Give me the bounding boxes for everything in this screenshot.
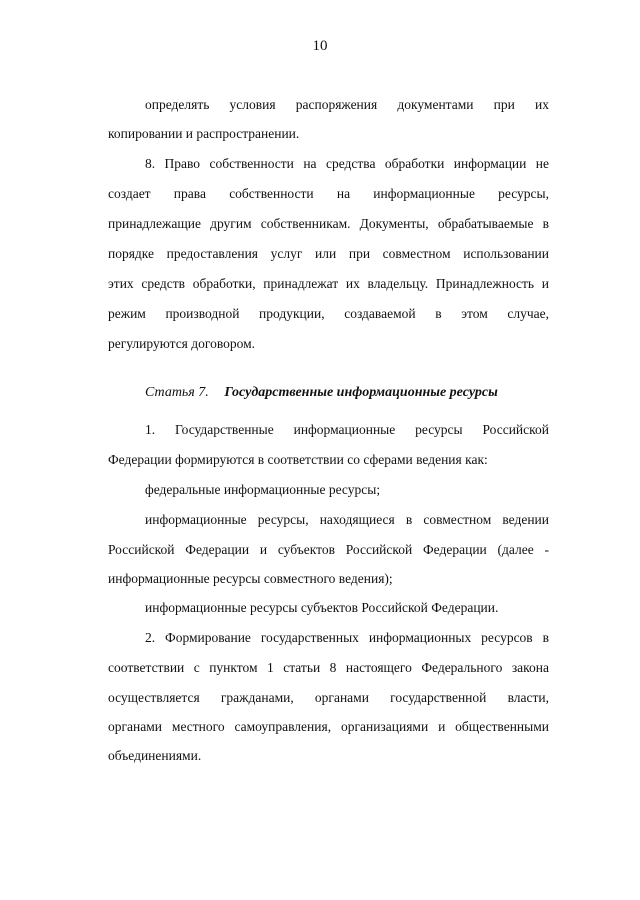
text-line: Российской Федерации и субъектов Российской Федерации (далее - (108, 542, 549, 557)
text-line: 2. Формирование государственных информационных ресурсов в (145, 630, 549, 645)
text-line: федеральные информационные ресурсы; (145, 482, 381, 497)
text-line: осуществляется гражданами, органами государственной власти, (108, 690, 549, 705)
text-line: определять условия распоряжения документами при их (145, 97, 549, 112)
text-line: Федерации формируются в соответствии со сферами ведения как: (108, 452, 488, 467)
article-label: Статья 7. (145, 385, 209, 400)
article-title: Государственные информационные ресурсы (224, 385, 498, 400)
text-line: регулируются договором. (108, 336, 256, 351)
text-line: этих средств обработки, принадлежат их владельцу. Принадлежность и (108, 276, 549, 291)
text-line: информационные ресурсы совместного ведения); (108, 571, 393, 586)
text-line: органами местного самоуправления, организациями и общественными (108, 719, 549, 734)
text-line: объединениями. (108, 748, 202, 763)
text-line: 8. Право собственности на средства обработки информации не (145, 156, 549, 171)
text-line: 1. Государственные информационные ресурсы Российской (145, 422, 549, 437)
text-line: режим производной продукции, создаваемой в этом случае, (108, 306, 549, 321)
text-line: информационные ресурсы, находящиеся в совместном ведении (145, 512, 549, 527)
page-number: 10 (312, 38, 328, 54)
article-heading (145, 385, 498, 401)
text-line: информационные ресурсы субъектов Российской Федерации. (145, 600, 499, 615)
text-line: принадлежащие другим собственникам. Документы, обрабатываемые в (108, 216, 549, 231)
text-line: соответствии с пунктом 1 статьи 8 настоящего Федерального закона (108, 660, 549, 675)
text-line: создает права собственности на информационные ресурсы, (108, 186, 549, 201)
text-line: копировании и распространении. (108, 126, 300, 141)
text-line: порядке предоставления услуг или при совместном использовании (108, 246, 549, 261)
